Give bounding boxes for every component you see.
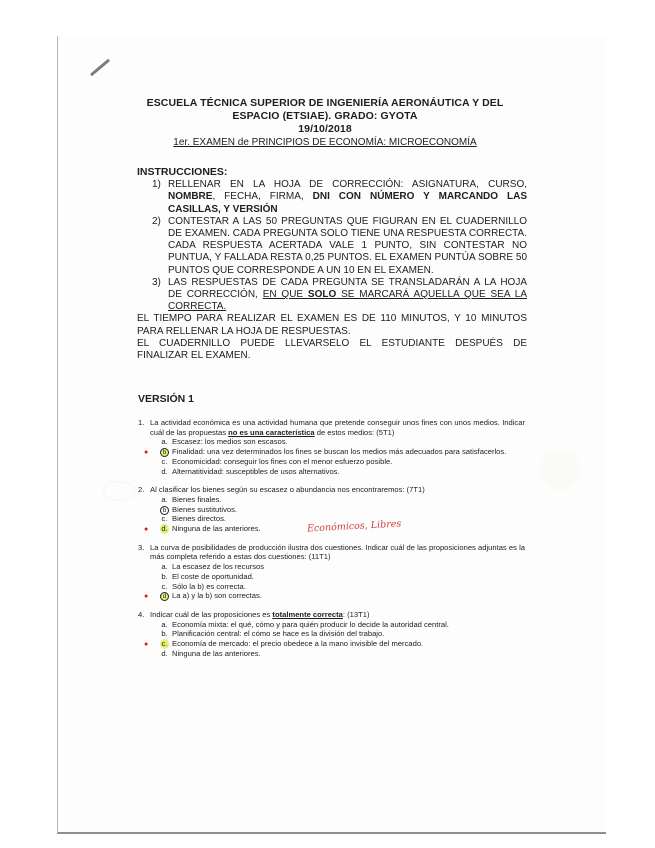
circled-answer-mark: b [160, 506, 169, 515]
question-text: 4. Indicar cuál de las proposiciones es totalmente correcta: (13T1) [138, 609, 370, 619]
option-d[interactable]: ● d La a) y la b) son correctas. [144, 591, 262, 601]
version-label: VERSIÓN 1 [138, 393, 195, 405]
exam-date: 19/10/2018 [298, 123, 352, 135]
option-b[interactable]: b Bienes sustitutivos. [160, 505, 525, 515]
circled-answer-mark: d [160, 592, 169, 601]
exam-title: 1er. EXAMEN de PRINCIPIOS DE ECONOMÍA: MICROECONOMÍA [173, 137, 477, 148]
red-dot-mark: ● [144, 449, 149, 457]
instruction-booklet: EL CUADERNILLO PUEDE LLEVARSELO EL ESTUDIANTE DESPUÉS DE FINALIZAR EL EXAMEN. [137, 337, 527, 362]
option-c[interactable]: c. Economicidad: conseguir los fines con el menor esfuerzo posible. [161, 456, 393, 466]
option-b[interactable]: b. Planificación central: el cómo se hace es la división del trabajo. [161, 629, 385, 639]
school-name-line2: ESPACIO (ETSIAE). GRADO: GYOTA [232, 110, 418, 122]
page-smudge [540, 450, 580, 490]
instruction-item: 1) RELLENAR EN LA HOJA DE CORRECCIÓN: ASIGNATURA, CURSO, NOMBRE, FECHA, FIRMA, DNI CON NÚMERO Y MARCANDO LAS CASILLAS, Y VERSIÓN [152, 179, 528, 215]
exam-header [140, 97, 510, 149]
question-text: 2. Al clasificar los bienes según su escasez o abundancia nos encontraremos: (7T1) [138, 485, 425, 495]
option-d[interactable]: d. Alternatitividad: susceptibles de usos alternativos. [161, 466, 340, 476]
instruction-item: 2) CONTESTAR A LAS 50 PREGUNTAS QUE FIGURAN EN EL CUADERNILLO DE EXAMEN. CADA PREGUNTA SOLO TIENE UNA RESPUESTA CORRECTA. CADA RESPUESTA ACERTADA VALE 1 PUNTO, SIN CONTESTAR NO PUNTUA, Y FALLADA RESTA 0,25 PUNTOS. EL EXAMEN PUNTÚA SOBRE 50 PUNTOS QUE CORRESPONDE A UN 10 EN EL EXAMEN. [152, 215, 527, 276]
school-name-line1: ESCUELA TÉCNICA SUPERIOR DE INGENIERÍA AERONÁUTICA Y DEL [146, 97, 504, 109]
option-a[interactable]: a. Escasez: los medios son escasos. [161, 437, 288, 447]
question-text: 1. La actividad económica es una actividad humana que pretende conseguir unos fines con unos medios. Indicar cuál de las propuestas no es una característica de estos medios: (5T1) [138, 418, 525, 437]
option-d[interactable]: d. Ninguna de las anteriores. [161, 648, 261, 658]
instructions-title: INSTRUCCIONES: [137, 166, 228, 178]
option-a[interactable]: a. Economía mixta: el qué, cómo y para quién producir lo decide la autoridad central. [161, 619, 449, 629]
question-3 [138, 543, 525, 601]
red-dot-mark: ● [144, 641, 149, 649]
option-a[interactable]: a. La escasez de los recursos [161, 562, 265, 572]
handwritten-note: Económicos, Libres [306, 518, 402, 535]
option-c[interactable]: ● c. Economía de mercado: el precio obedece a la mano invisible del mercado. [144, 639, 424, 649]
question-4 [138, 610, 525, 659]
questions-list [138, 418, 525, 667]
instructions [137, 166, 527, 362]
red-dot-mark: ● [144, 593, 149, 601]
page-smudge [103, 481, 135, 501]
question-1 [138, 418, 525, 476]
instruction-item: 3) LAS RESPUESTAS DE CADA PREGUNTA SE TRANSLADARÁN A LA HOJA DE CORRECCIÓN, EN QUE SOLO SE MARCARÁ AQUELLA QUE SEA LA CORRECTA. [152, 276, 528, 313]
option-d[interactable]: ● d. Ninguna de las anteriores. [144, 524, 261, 534]
instruction-time: EL TIEMPO PARA REALIZAR EL EXAMEN ES DE 110 MINUTOS, Y 10 MINUTOS PARA RELLENAR LA HOJA DE RESPUESTAS. [137, 313, 527, 337]
option-c[interactable]: c. Sólo la b) es correcta. [161, 581, 246, 591]
option-c[interactable]: c. Bienes directos. [161, 514, 227, 524]
option-b[interactable]: ● b Finalidad: una vez determinados los fines se buscan los medios más adecuados para satisfacerlos. [144, 447, 507, 457]
question-text: 3. La curva de posibilidades de producción ilustra dos cuestiones. Indicar cuál de las proposiciones adjuntas es la más completa referido a estas dos cuestiones: (11T1) [138, 542, 525, 562]
red-dot-mark: ● [144, 526, 149, 534]
option-b[interactable]: b. El coste de oportunidad. [161, 571, 254, 581]
option-a[interactable]: a. Bienes finales. [161, 494, 222, 504]
circled-answer-mark: b [160, 448, 169, 457]
